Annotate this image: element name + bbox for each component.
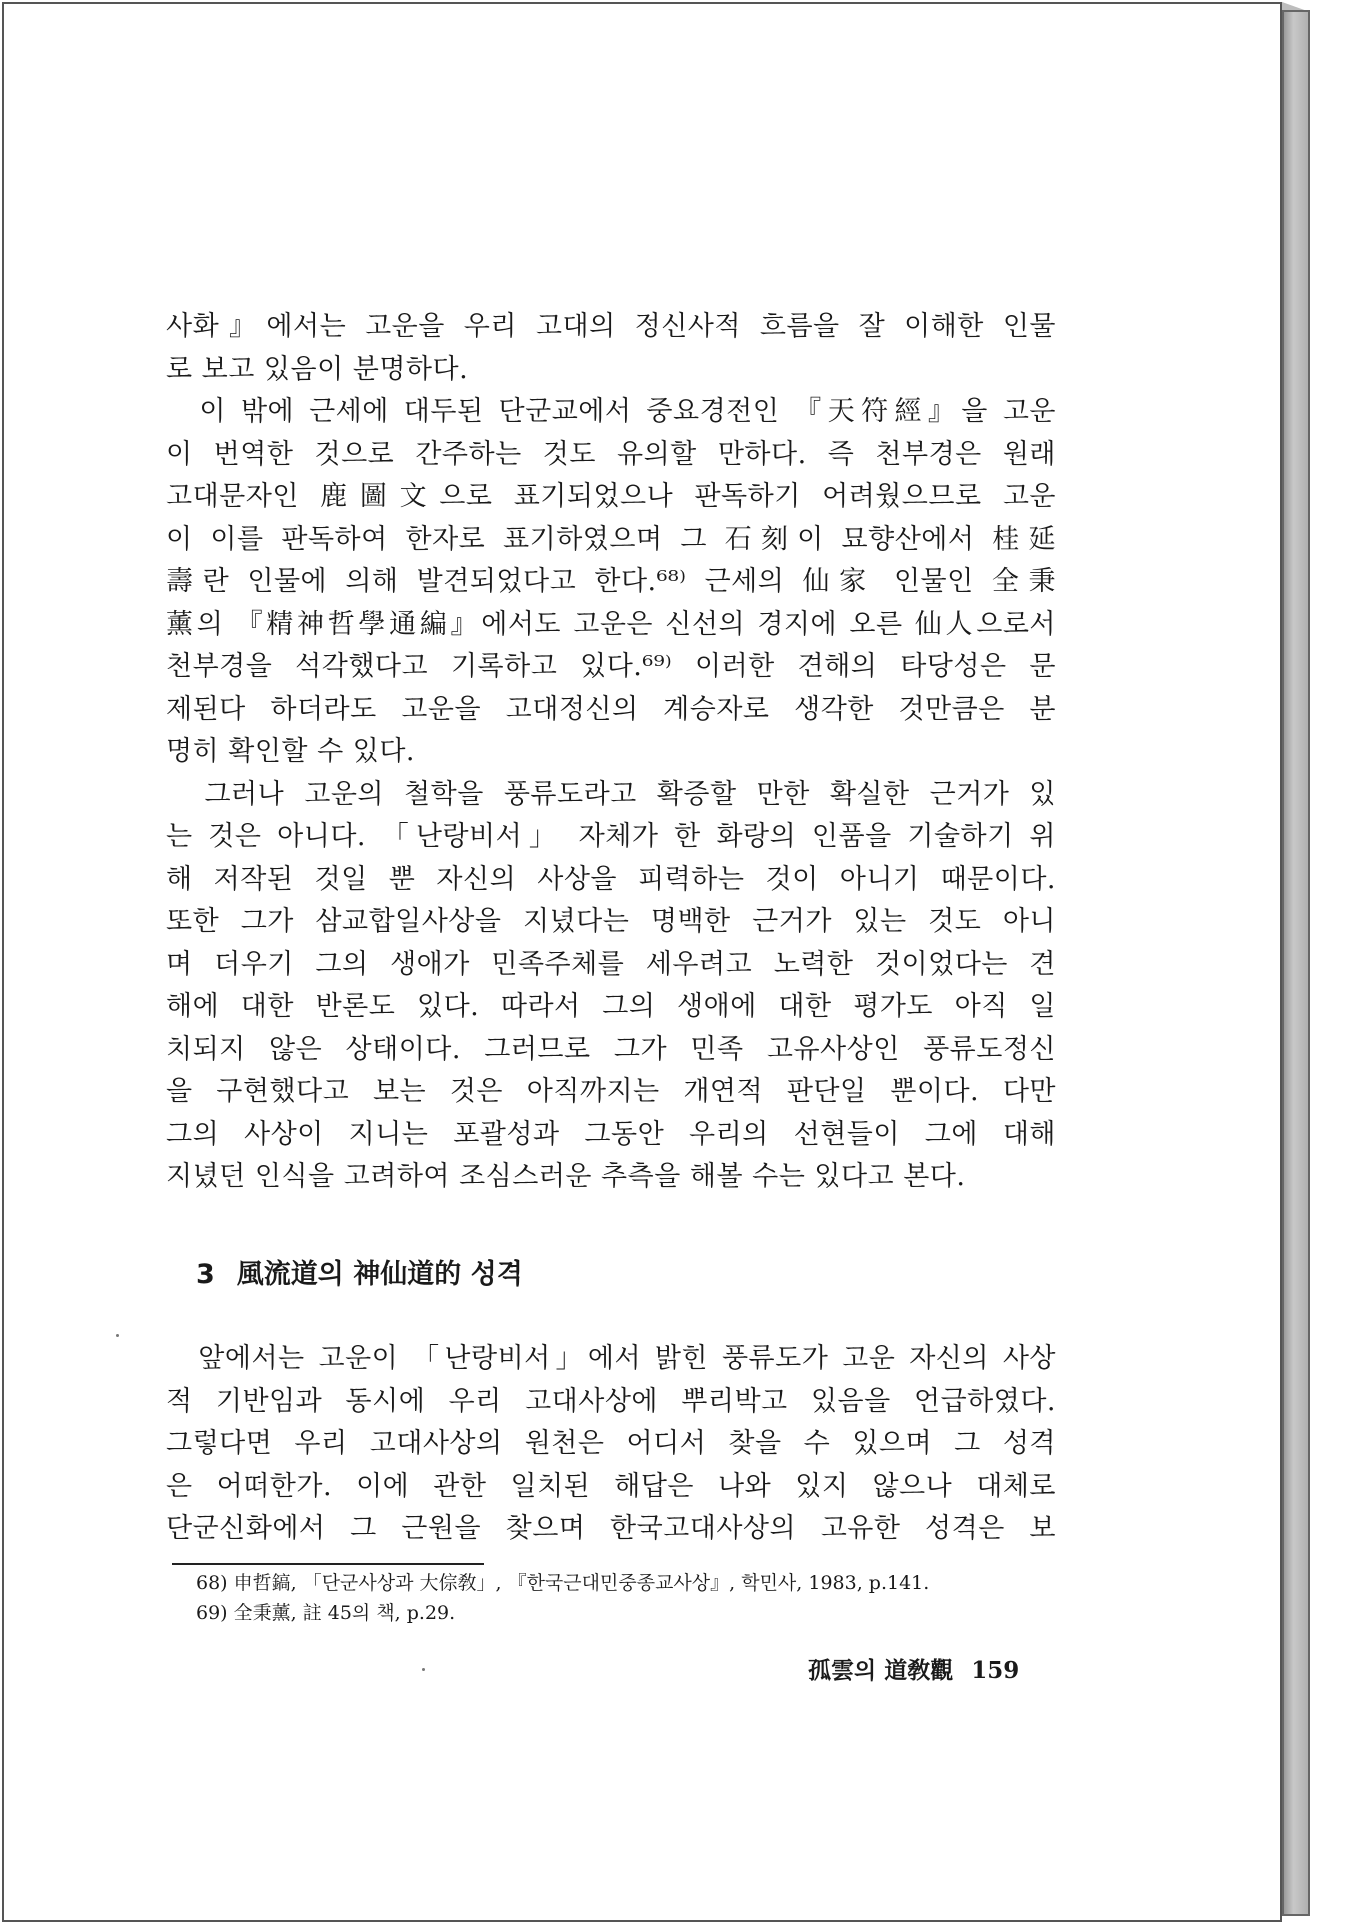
section-body-text (166, 1338, 1056, 1551)
text-line: 앞에서는 고운이 「난랑비서」에서 밝힌 풍류도가 고운 자신의 사상 (166, 1343, 1056, 1374)
paragraph-3 (166, 774, 1056, 1199)
text-line: 제된다 하더라도 고운을 고대정신의 계승자로 생각한 것만큼은 분 (166, 693, 1056, 725)
section-number: 3 (196, 1259, 215, 1290)
text-line: 며 더우기 그의 생애가 민족주체를 세우려고 노력한 것이었다는 견 (166, 948, 1056, 980)
paragraph-2 (166, 391, 1056, 774)
page-footer (808, 1652, 1019, 1685)
text-line: 명히 확인할 수 있다. (166, 736, 415, 767)
footnotes (196, 1568, 1056, 1628)
footnote-68: 68) 申哲鎬, 「단군사상과 大倧敎」, 『한국근대민중종교사상』, 학민사, 1983, p.141. (196, 1572, 930, 1594)
text-line: 이 번역한 것으로 간주하는 것도 유의할 만하다. 즉 천부경은 원래 (166, 438, 1056, 470)
text-line: 또한 그가 삼교합일사상을 지녔다는 명백한 근거가 있는 것도 아니 (166, 906, 1056, 937)
running-title: 孤雲의 道敎觀 (808, 1657, 954, 1684)
text-line: 그렇다면 우리 고대사상의 원천은 어디서 찾을 수 있으며 그 성격 (166, 1428, 1056, 1459)
text-line: 는 것은 아니다. 「난랑비서」 자체가 한 화랑의 인품을 기술하기 위 (166, 821, 1056, 852)
text-line: 이 이를 판독하여 한자로 표기하였으며 그 石刻이 묘향산에서 桂延 (166, 523, 1056, 555)
text-line: 적 기반임과 동시에 우리 고대사상에 뿌리박고 있음을 언급하였다. (166, 1385, 1056, 1417)
text-line: 로 보고 있음이 분명하다. (166, 353, 469, 385)
text-line: 고대문자인 鹿圖文으로 표기되었으나 판독하기 어려웠으므로 고운 (166, 481, 1056, 512)
page-stack-edge (1282, 10, 1310, 1916)
text-line: 을 구현했다고 보는 것은 아직까지는 개연적 판단일 뿐이다. 다만 (166, 1076, 1056, 1107)
scan-speck (422, 1668, 425, 1671)
paragraph-4 (166, 1338, 1056, 1551)
text-line: 그의 사상이 지니는 포괄성과 그동안 우리의 선현들이 그에 대해 (166, 1118, 1056, 1150)
section-heading (196, 1252, 523, 1291)
text-line: 이 밖에 근세에 대두된 단군교에서 중요경전인 『天符經』을 고운 (166, 396, 1056, 427)
text-line: 해 저작된 것일 뿐 자신의 사상을 피력하는 것이 아니기 때문이다. (166, 863, 1056, 895)
scan-speck (116, 1334, 119, 1337)
text-line: 치되지 않은 상태이다. 그러므로 그가 민족 고유사상인 풍류도정신 (166, 1033, 1056, 1065)
text-line: 단군신화에서 그 근원을 찾으며 한국고대사상의 고유한 성격은 보 (166, 1513, 1056, 1544)
section-title: 風流道의 神仙道的 성격 (236, 1259, 523, 1290)
body-text (166, 306, 1056, 1199)
text-line: 사화』에서는 고운을 우리 고대의 정신사적 흐름을 잘 이해한 인물 (166, 311, 1056, 342)
text-line: 지녔던 인식을 고려하여 조심스러운 추측을 해볼 수는 있다고 본다. (166, 1161, 966, 1192)
footnote-divider (172, 1563, 484, 1565)
text-line: 그러나 고운의 철학을 풍류도라고 확증할 만한 확실한 근거가 있 (166, 778, 1056, 810)
page-number: 159 (971, 1657, 1020, 1684)
text-line: 은 어떠한가. 이에 관한 일치된 해답은 나와 있지 않으나 대체로 (166, 1470, 1056, 1502)
footnote-69: 69) 全秉薰, 註 45의 책, p.29. (196, 1602, 456, 1624)
text-line: 해에 대한 반론도 있다. 따라서 그의 생애에 대한 평가도 아직 일 (166, 991, 1056, 1022)
text-line: 薰의 『精神哲學通編』에서도 고운은 신선의 경지에 오른 仙人으로서 (166, 608, 1056, 640)
paragraph-1 (166, 306, 1056, 391)
text-line: 壽란 인물에 의해 발견되었다고 한다.⁶⁸⁾ 근세의 仙家 인물인 全秉 (166, 566, 1056, 597)
text-line: 천부경을 석각했다고 기록하고 있다.⁶⁹⁾ 이러한 견해의 타당성은 문 (166, 651, 1056, 682)
